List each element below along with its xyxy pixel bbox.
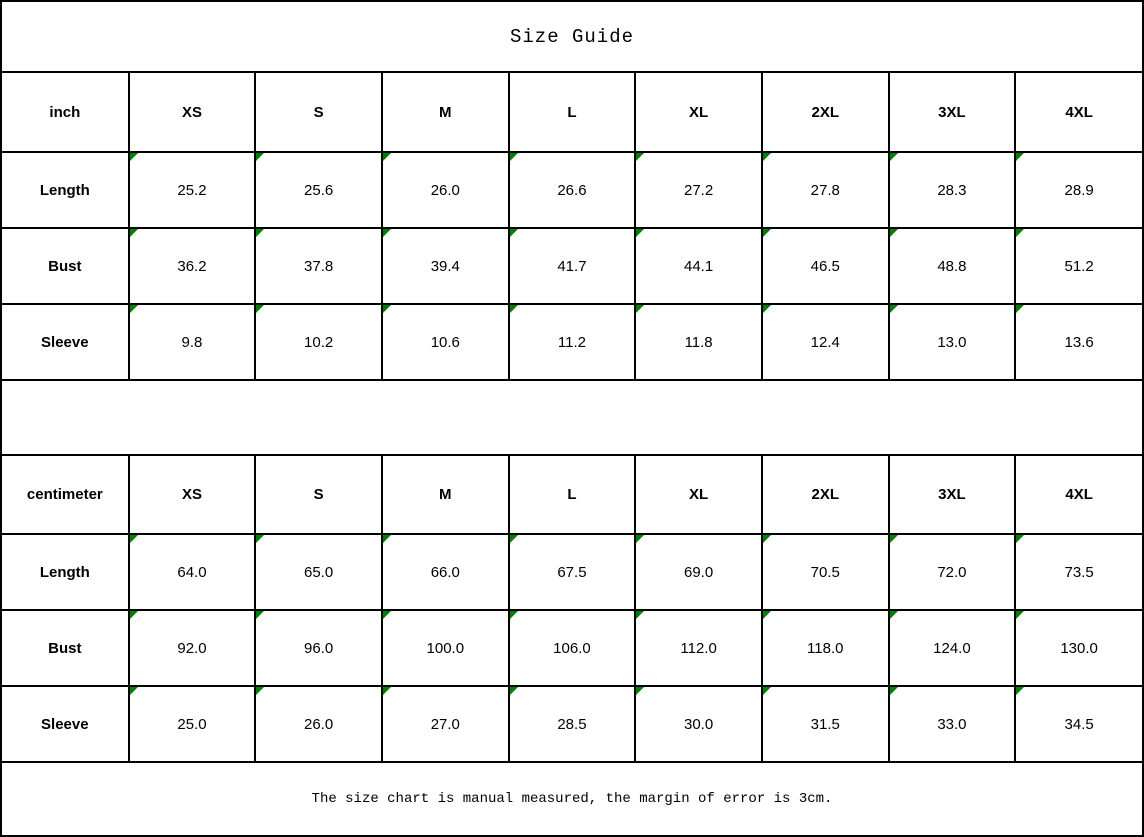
measure-value-cell: 73.5 xyxy=(1015,534,1142,610)
measure-label-cell: Bust xyxy=(2,610,129,686)
measure-value-cell: 118.0 xyxy=(762,610,889,686)
measure-value-cell: 26.0 xyxy=(255,686,382,762)
size-header-cell: L xyxy=(509,73,636,152)
measure-value-cell: 9.8 xyxy=(129,304,256,380)
measure-value-cell: 46.5 xyxy=(762,228,889,304)
measure-value-cell: 100.0 xyxy=(382,610,509,686)
measure-value-cell: 67.5 xyxy=(509,534,636,610)
measure-value-cell: 28.9 xyxy=(1015,152,1142,228)
size-header-cell: XS xyxy=(129,455,256,534)
measure-value-cell: 66.0 xyxy=(382,534,509,610)
measure-row xyxy=(2,228,1142,304)
measure-row xyxy=(2,304,1142,380)
measure-value-cell: 31.5 xyxy=(762,686,889,762)
measure-row xyxy=(2,686,1142,762)
size-header-cell: XL xyxy=(635,73,762,152)
size-header-cell: S xyxy=(255,455,382,534)
size-header-cell: M xyxy=(382,73,509,152)
footer-note: The size chart is manual measured, the margin of error is 3cm. xyxy=(311,791,833,807)
size-header-cell: L xyxy=(509,455,636,534)
measure-value-cell: 70.5 xyxy=(762,534,889,610)
measure-value-cell: 27.8 xyxy=(762,152,889,228)
size-header-cell: S xyxy=(255,73,382,152)
measure-value-cell: 96.0 xyxy=(255,610,382,686)
measure-value-cell: 65.0 xyxy=(255,534,382,610)
measure-value-cell: 37.8 xyxy=(255,228,382,304)
measure-value-cell: 69.0 xyxy=(635,534,762,610)
size-header-cell: 3XL xyxy=(889,455,1016,534)
unit-label-cell: centimeter xyxy=(2,455,129,534)
measure-value-cell: 34.5 xyxy=(1015,686,1142,762)
size-header-cell: 2XL xyxy=(762,455,889,534)
unit-label-cell: inch xyxy=(2,73,129,152)
size-header-row xyxy=(2,73,1142,152)
footer-row xyxy=(2,763,1142,835)
measure-value-cell: 64.0 xyxy=(129,534,256,610)
page-title: Size Guide xyxy=(509,25,635,48)
measure-value-cell: 28.3 xyxy=(889,152,1016,228)
measure-value-cell: 25.6 xyxy=(255,152,382,228)
measure-value-cell: 13.6 xyxy=(1015,304,1142,380)
measure-row xyxy=(2,534,1142,610)
measure-value-cell: 11.8 xyxy=(635,304,762,380)
measure-label-cell: Length xyxy=(2,534,129,610)
table-gap-spacer xyxy=(2,381,1142,454)
measure-value-cell: 11.2 xyxy=(509,304,636,380)
inch-size-table xyxy=(2,73,1142,381)
measure-row xyxy=(2,610,1142,686)
measure-value-cell: 28.5 xyxy=(509,686,636,762)
measure-value-cell: 26.0 xyxy=(382,152,509,228)
measure-label-cell: Length xyxy=(2,152,129,228)
size-header-cell: 3XL xyxy=(889,73,1016,152)
measure-value-cell: 13.0 xyxy=(889,304,1016,380)
measure-value-cell: 72.0 xyxy=(889,534,1016,610)
size-header-row xyxy=(2,455,1142,534)
measure-value-cell: 36.2 xyxy=(129,228,256,304)
measure-value-cell: 12.4 xyxy=(762,304,889,380)
centimeter-size-table xyxy=(2,454,1142,763)
measure-value-cell: 27.2 xyxy=(635,152,762,228)
measure-value-cell: 51.2 xyxy=(1015,228,1142,304)
measure-value-cell: 25.2 xyxy=(129,152,256,228)
measure-label-cell: Sleeve xyxy=(2,686,129,762)
size-header-cell: 2XL xyxy=(762,73,889,152)
measure-value-cell: 41.7 xyxy=(509,228,636,304)
measure-value-cell: 44.1 xyxy=(635,228,762,304)
measure-label-cell: Bust xyxy=(2,228,129,304)
measure-value-cell: 92.0 xyxy=(129,610,256,686)
measure-label-cell: Sleeve xyxy=(2,304,129,380)
measure-value-cell: 30.0 xyxy=(635,686,762,762)
measure-value-cell: 10.2 xyxy=(255,304,382,380)
size-header-cell: 4XL xyxy=(1015,455,1142,534)
measure-value-cell: 10.6 xyxy=(382,304,509,380)
measure-value-cell: 25.0 xyxy=(129,686,256,762)
measure-value-cell: 124.0 xyxy=(889,610,1016,686)
measure-value-cell: 112.0 xyxy=(635,610,762,686)
measure-value-cell: 106.0 xyxy=(509,610,636,686)
measure-value-cell: 33.0 xyxy=(889,686,1016,762)
measure-value-cell: 26.6 xyxy=(509,152,636,228)
measure-value-cell: 39.4 xyxy=(382,228,509,304)
size-header-cell: XL xyxy=(635,455,762,534)
measure-value-cell: 48.8 xyxy=(889,228,1016,304)
size-header-cell: 4XL xyxy=(1015,73,1142,152)
size-header-cell: M xyxy=(382,455,509,534)
title-row xyxy=(2,2,1142,73)
measure-row xyxy=(2,152,1142,228)
measure-value-cell: 130.0 xyxy=(1015,610,1142,686)
measure-value-cell: 27.0 xyxy=(382,686,509,762)
size-header-cell: XS xyxy=(129,73,256,152)
